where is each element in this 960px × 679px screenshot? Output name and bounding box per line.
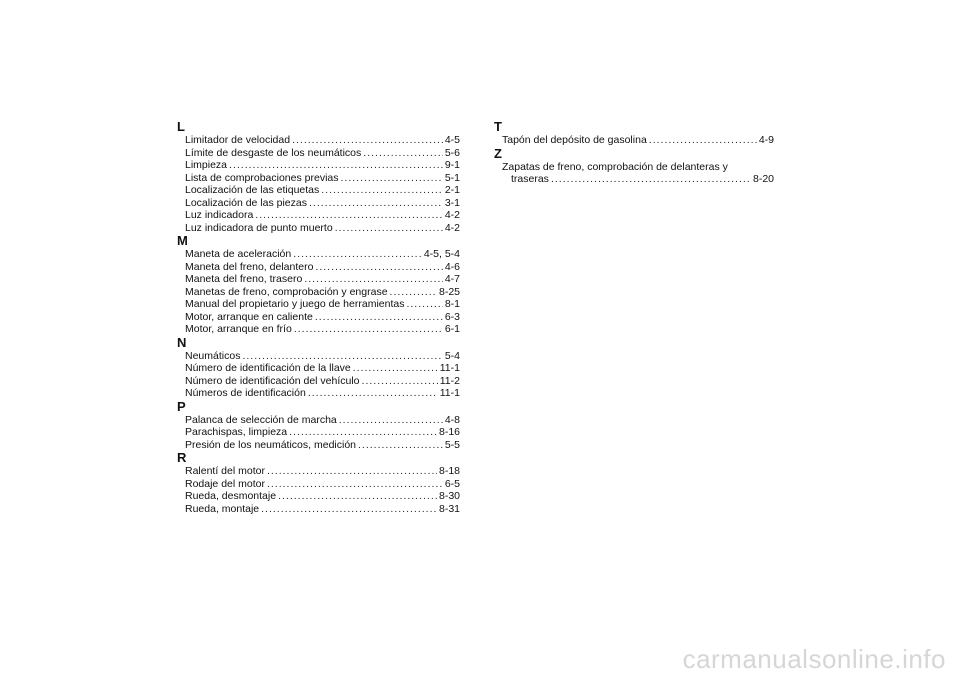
entry-term: Límite de desgaste de los neumáticos xyxy=(185,146,362,159)
entry-term: Palanca de selección de marcha xyxy=(185,413,337,426)
entry-term: Rodaje del motor xyxy=(185,477,265,490)
entry-page: 5-6 xyxy=(444,146,460,159)
entry-term: Ralentí del motor xyxy=(185,465,265,477)
entry-term: Neumáticos xyxy=(185,349,241,362)
entry-page: 5-1 xyxy=(444,171,460,184)
entry-page: 8-16 xyxy=(438,426,460,438)
entry-page: 4-5 xyxy=(444,134,460,146)
leader-dots xyxy=(278,490,437,503)
leader-dots xyxy=(304,273,442,286)
leader-dots xyxy=(308,387,438,400)
entry-term: Manetas de freno, comprobación y engrase xyxy=(185,285,388,298)
index-entry xyxy=(177,503,460,516)
entry-page: 8-1 xyxy=(444,298,460,310)
leader-dots xyxy=(293,248,422,261)
leader-dots xyxy=(315,261,442,274)
entry-page: 5-5 xyxy=(444,438,460,451)
leader-dots xyxy=(390,286,437,299)
entry-term: Número de identificación de la llave xyxy=(185,362,351,374)
index-entry xyxy=(177,375,460,388)
leader-dots xyxy=(353,362,438,375)
index-column-left xyxy=(177,120,460,515)
entry-term: Número de identificación del vehículo xyxy=(185,374,360,387)
leader-dots xyxy=(315,311,443,324)
entry-term: Zapatas de freno, comprobación de delanteras y xyxy=(502,160,728,173)
index-section-z xyxy=(494,147,774,186)
entry-term: Maneta del freno, trasero xyxy=(185,273,303,285)
leader-dots xyxy=(406,298,442,311)
index-section-p xyxy=(177,400,460,452)
leader-dots xyxy=(363,147,443,160)
leader-dots xyxy=(267,465,437,478)
entry-page: 2-1 xyxy=(444,184,460,196)
entry-term: Lista de comprobaciones previas xyxy=(185,171,339,184)
index-entry xyxy=(177,311,460,324)
entry-term: Localización de las piezas xyxy=(185,196,307,209)
entry-term: Motor, arranque en caliente xyxy=(185,310,313,323)
entry-term: Maneta de aceleración xyxy=(185,248,292,260)
entry-page: 8-20 xyxy=(752,173,774,185)
index-entry xyxy=(177,273,460,286)
section-letter: R xyxy=(177,450,187,465)
index-entry xyxy=(177,439,460,452)
index-section-r xyxy=(177,451,460,515)
index-entry xyxy=(177,184,460,197)
section-letter: L xyxy=(177,119,185,134)
leader-dots xyxy=(335,222,443,235)
section-letter: M xyxy=(177,233,188,248)
index-entry xyxy=(177,147,460,160)
entry-term: Luz indicadora de punto muerto xyxy=(185,221,333,234)
entry-page: 5-4 xyxy=(444,349,460,362)
entry-page: 4-5, 5-4 xyxy=(423,248,460,260)
entry-page: 6-5 xyxy=(444,477,460,490)
entry-page: 6-3 xyxy=(444,310,460,323)
entry-term: Números de identificación xyxy=(185,387,306,399)
leader-dots xyxy=(292,134,443,147)
entry-page: 11-1 xyxy=(439,387,460,399)
index-entry xyxy=(177,478,460,491)
entry-page: 4-8 xyxy=(444,413,460,426)
leader-dots xyxy=(294,323,443,336)
entry-term: Maneta del freno, delantero xyxy=(185,260,314,273)
entry-term: Limitador de velocidad xyxy=(185,134,291,146)
entry-page: 8-31 xyxy=(438,502,460,515)
leader-dots xyxy=(267,478,443,491)
index-section-l xyxy=(177,120,460,234)
entry-term: Motor, arranque en frío xyxy=(185,323,292,335)
index-entry xyxy=(177,350,460,363)
index-entry xyxy=(177,323,460,336)
index-entry xyxy=(177,197,460,210)
section-letter: Z xyxy=(494,145,502,161)
entry-term-continued-line xyxy=(502,173,774,186)
leader-dots xyxy=(229,159,443,172)
leader-dots xyxy=(362,375,438,388)
entry-term: Rueda, desmontaje xyxy=(185,490,277,502)
index-entry xyxy=(177,222,460,235)
entry-page: 8-25 xyxy=(438,285,460,298)
entry-term: Luz indicadora xyxy=(185,209,254,221)
index-section-n xyxy=(177,336,460,400)
entry-term: Manual del propietario y juego de herramientas xyxy=(185,298,405,310)
leader-dots xyxy=(341,172,443,185)
leader-dots xyxy=(321,184,443,197)
entry-term-continued: traseras xyxy=(511,173,549,185)
index-entry xyxy=(177,209,460,222)
entry-page: 6-1 xyxy=(444,323,460,335)
entry-page: 4-2 xyxy=(444,221,460,234)
index-section-m xyxy=(177,234,460,336)
index-column-right xyxy=(494,120,774,186)
entry-term: Parachispas, limpieza xyxy=(185,426,288,438)
entry-page: 11-2 xyxy=(439,374,460,387)
index-entry xyxy=(177,362,460,375)
entry-page: 8-18 xyxy=(438,465,460,477)
index-section-t xyxy=(494,120,774,147)
entry-page: 4-7 xyxy=(444,273,460,285)
index-entry xyxy=(177,414,460,427)
leader-dots xyxy=(242,350,442,363)
index-entry xyxy=(177,490,460,503)
index-entry xyxy=(177,172,460,185)
entry-term: Localización de las etiquetas xyxy=(185,184,320,196)
leader-dots xyxy=(358,439,443,452)
section-letter: T xyxy=(494,119,502,134)
index-entry xyxy=(494,134,774,147)
leader-dots xyxy=(309,197,443,210)
index-entry xyxy=(494,161,774,186)
entry-page: 4-9 xyxy=(758,134,774,146)
entry-term: Presión de los neumáticos, medición xyxy=(185,438,357,451)
leader-dots xyxy=(289,426,437,439)
entry-page: 3-1 xyxy=(444,196,460,209)
index-entry xyxy=(177,159,460,172)
watermark-text: carmanualsonline.info xyxy=(682,644,946,674)
index-entry xyxy=(177,426,460,439)
entry-page: 9-1 xyxy=(444,159,460,171)
entry-term: Limpieza xyxy=(185,159,228,171)
entry-page: 11-1 xyxy=(439,362,460,374)
index-entry xyxy=(177,248,460,261)
leader-dots xyxy=(551,173,751,186)
leader-dots xyxy=(261,503,437,516)
entry-term: Tapón del depósito de gasolina xyxy=(502,134,647,146)
index-entry xyxy=(177,298,460,311)
entry-page: 4-2 xyxy=(444,209,460,221)
leader-dots xyxy=(649,134,757,147)
leader-dots xyxy=(255,209,443,222)
entry-page: 4-6 xyxy=(444,260,460,273)
section-letter: N xyxy=(177,334,187,350)
entry-page: 8-30 xyxy=(438,490,460,502)
index-entry xyxy=(177,286,460,299)
entry-term: Rueda, montaje xyxy=(185,502,260,515)
index-entry xyxy=(177,134,460,147)
section-letter: P xyxy=(177,398,186,414)
index-entry xyxy=(177,261,460,274)
index-entry xyxy=(177,387,460,400)
index-entry xyxy=(177,465,460,478)
leader-dots xyxy=(339,414,443,427)
